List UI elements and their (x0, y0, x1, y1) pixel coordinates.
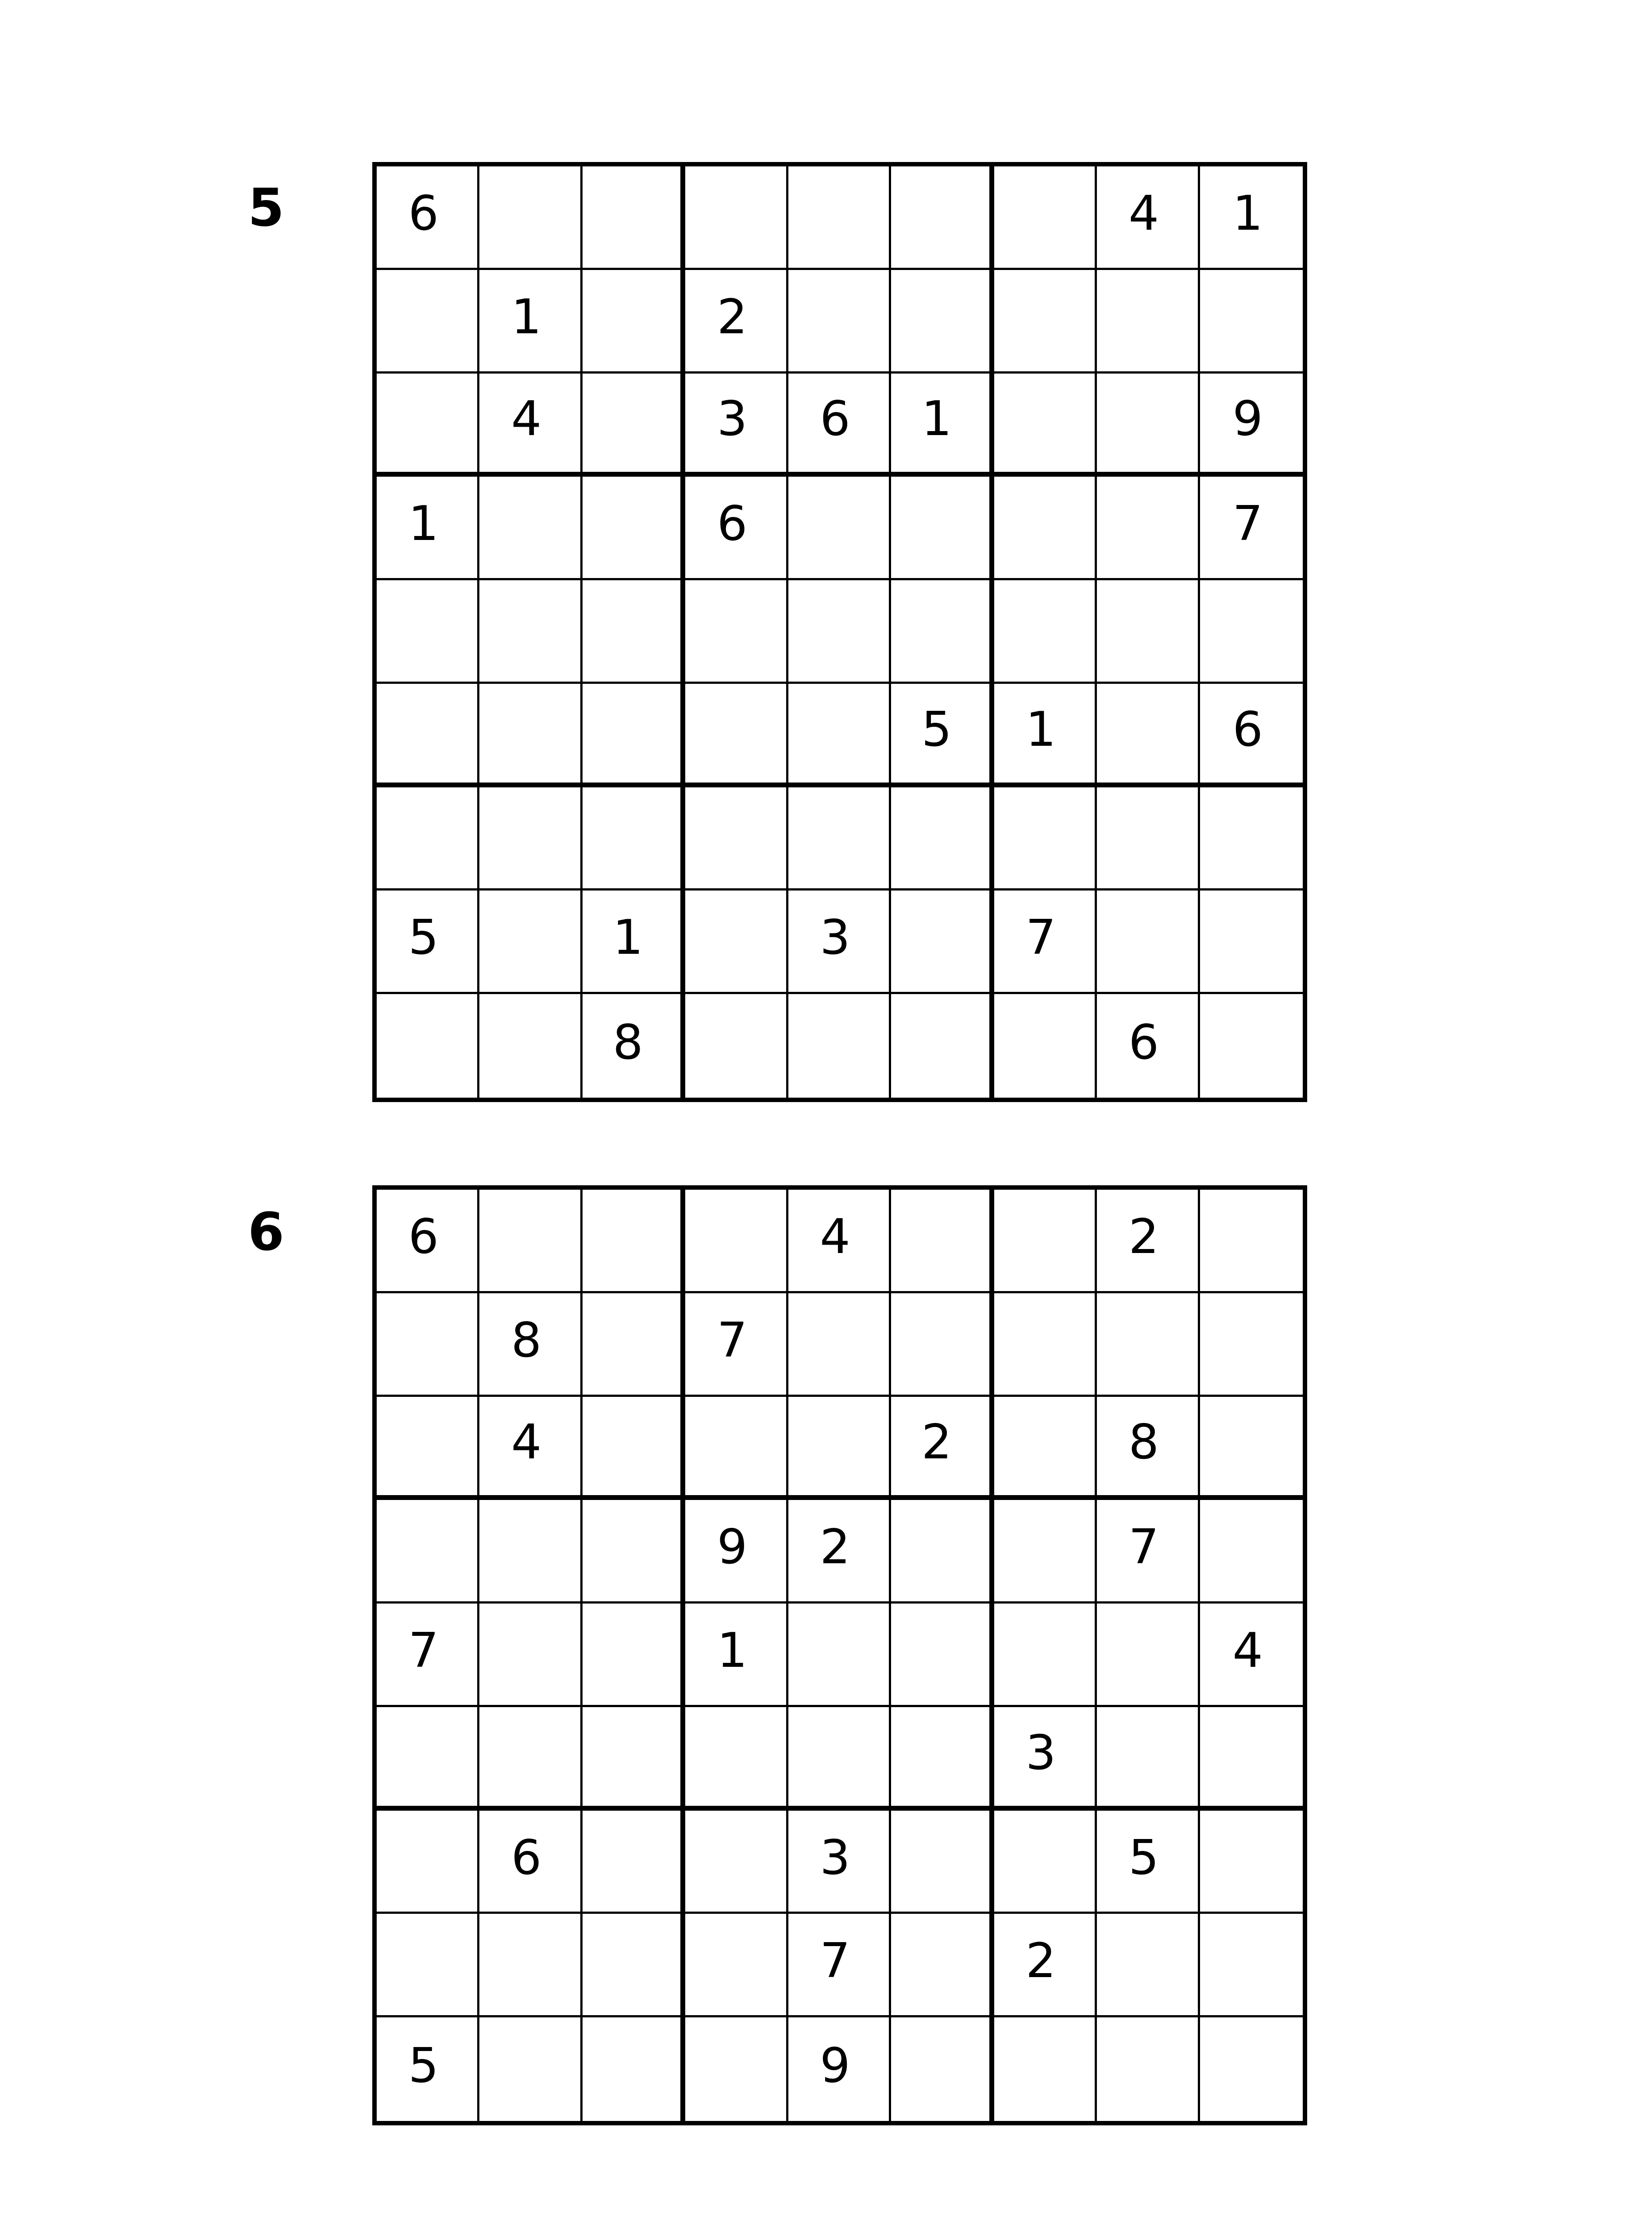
sudoku-cell[interactable] (994, 2017, 1097, 2121)
sudoku-cell[interactable] (891, 166, 994, 270)
sudoku-cell[interactable] (377, 1914, 479, 2017)
cell-digit: 4 (820, 1209, 850, 1265)
sudoku-grid-5 (372, 162, 1307, 1102)
sudoku-cell[interactable] (377, 994, 479, 1098)
sudoku-cell[interactable] (788, 477, 891, 580)
sudoku-cell[interactable] (685, 477, 788, 580)
sudoku-cell[interactable] (685, 1707, 788, 1811)
sudoku-cell[interactable] (1200, 891, 1303, 994)
cell-digit: 9 (1232, 391, 1263, 447)
sudoku-cell[interactable] (583, 1914, 685, 2017)
sudoku-cell[interactable] (891, 891, 994, 994)
cell-digit: 3 (820, 910, 850, 966)
cell-digit: 8 (613, 1014, 643, 1070)
sudoku-cell[interactable] (685, 1604, 788, 1707)
sudoku-cell[interactable] (685, 1397, 788, 1500)
sudoku-cell[interactable] (377, 1811, 479, 1914)
cell-digit: 4 (1128, 185, 1159, 241)
sudoku-cell[interactable] (891, 1397, 994, 1500)
sudoku-cell[interactable] (1097, 1293, 1200, 1397)
sudoku-cell[interactable] (1097, 2017, 1200, 2121)
sudoku-cell[interactable] (583, 1190, 685, 1293)
sudoku-cell[interactable] (1097, 166, 1200, 270)
sudoku-cell[interactable] (377, 580, 479, 684)
cell-digit: 6 (1128, 1014, 1159, 1070)
cell-digit: 1 (613, 910, 643, 966)
sudoku-cell[interactable] (479, 994, 582, 1098)
sudoku-cell[interactable] (1097, 1811, 1200, 1914)
sudoku-cell[interactable] (891, 1707, 994, 1811)
sudoku-cell[interactable] (1097, 994, 1200, 1098)
sudoku-cell[interactable] (788, 1604, 891, 1707)
sudoku-cell[interactable] (788, 891, 891, 994)
sudoku-cell[interactable] (377, 787, 479, 891)
sudoku-cell[interactable] (377, 684, 479, 787)
sudoku-cell[interactable] (1097, 1604, 1200, 1707)
sudoku-cell[interactable] (685, 1811, 788, 1914)
sudoku-cell[interactable] (583, 1811, 685, 1914)
sudoku-cell[interactable] (377, 374, 479, 477)
sudoku-cell[interactable] (994, 1914, 1097, 2017)
sudoku-cell[interactable] (1200, 994, 1303, 1098)
sudoku-cell[interactable] (583, 1500, 685, 1604)
sudoku-cell[interactable] (994, 1604, 1097, 1707)
sudoku-cell[interactable] (994, 994, 1097, 1098)
sudoku-cell[interactable] (685, 1190, 788, 1293)
sudoku-cell[interactable] (994, 580, 1097, 684)
sudoku-cell[interactable] (377, 2017, 479, 2121)
sudoku-cell[interactable] (479, 1914, 582, 2017)
cell-digit: 6 (820, 391, 850, 447)
sudoku-cell[interactable] (685, 270, 788, 374)
sudoku-cell[interactable] (685, 1914, 788, 2017)
sudoku-cell[interactable] (1200, 1604, 1303, 1707)
sudoku-cell[interactable] (479, 477, 582, 580)
sudoku-cell[interactable] (891, 374, 994, 477)
sudoku-cell[interactable] (891, 270, 994, 374)
sudoku-cell[interactable] (994, 166, 1097, 270)
sudoku-cell[interactable] (1097, 477, 1200, 580)
sudoku-cell[interactable] (994, 1397, 1097, 1500)
sudoku-cell[interactable] (1200, 1500, 1303, 1604)
sudoku-cell[interactable] (891, 1190, 994, 1293)
sudoku-cell[interactable] (583, 1707, 685, 1811)
sudoku-cell[interactable] (891, 477, 994, 580)
cell-digit: 4 (511, 1415, 542, 1470)
sudoku-cell[interactable] (583, 580, 685, 684)
sudoku-cell[interactable] (788, 270, 891, 374)
sudoku-cell[interactable] (1200, 684, 1303, 787)
sudoku-cell[interactable] (479, 1604, 582, 1707)
sudoku-cell[interactable] (583, 2017, 685, 2121)
sudoku-cell[interactable] (377, 1707, 479, 1811)
sudoku-cell[interactable] (1097, 787, 1200, 891)
sudoku-cell[interactable] (479, 684, 582, 787)
sudoku-cell[interactable] (788, 1707, 891, 1811)
sudoku-cell[interactable] (994, 270, 1097, 374)
sudoku-cell[interactable] (994, 374, 1097, 477)
cell-digit: 2 (717, 289, 748, 345)
sudoku-cell[interactable] (891, 1293, 994, 1397)
puzzle-number-5: 5 (248, 177, 285, 238)
sudoku-cell[interactable] (788, 1500, 891, 1604)
sudoku-cell[interactable] (788, 2017, 891, 2121)
sudoku-cell[interactable] (479, 270, 582, 374)
sudoku-cell[interactable] (583, 684, 685, 787)
sudoku-cell[interactable] (1097, 374, 1200, 477)
sudoku-cell[interactable] (788, 787, 891, 891)
sudoku-grid-6 (372, 1185, 1307, 2125)
sudoku-cell[interactable] (891, 580, 994, 684)
cell-digit: 1 (408, 496, 439, 552)
cell-digit: 2 (921, 1415, 952, 1470)
sudoku-cell[interactable] (1200, 787, 1303, 891)
sudoku-cell[interactable] (685, 684, 788, 787)
cell-digit: 4 (1232, 1623, 1263, 1678)
sudoku-cell[interactable] (685, 166, 788, 270)
sudoku-cell[interactable] (583, 477, 685, 580)
sudoku-cell[interactable] (479, 166, 582, 270)
cell-digit: 1 (1232, 185, 1263, 241)
cell-digit: 9 (717, 1519, 748, 1575)
sudoku-cell[interactable] (994, 1500, 1097, 1604)
cell-digit: 8 (1128, 1415, 1159, 1470)
sudoku-cell[interactable] (994, 787, 1097, 891)
sudoku-cell[interactable] (788, 684, 891, 787)
sudoku-cell[interactable] (377, 1293, 479, 1397)
sudoku-cell[interactable] (788, 166, 891, 270)
sudoku-cell[interactable] (788, 1914, 891, 2017)
cell-digit: 6 (717, 496, 748, 552)
cell-digit: 6 (408, 185, 439, 241)
cell-digit: 7 (820, 1933, 850, 1989)
sudoku-cell[interactable] (377, 1500, 479, 1604)
sudoku-cell[interactable] (1097, 1500, 1200, 1604)
cell-digit: 1 (717, 1623, 748, 1678)
sudoku-cell[interactable] (1200, 580, 1303, 684)
sudoku-cell[interactable] (891, 684, 994, 787)
sudoku-cell[interactable] (583, 891, 685, 994)
sudoku-cell[interactable] (994, 891, 1097, 994)
cell-digit: 1 (511, 289, 542, 345)
sudoku-cell[interactable] (583, 166, 685, 270)
sudoku-cell[interactable] (583, 1604, 685, 1707)
sudoku-cell[interactable] (479, 891, 582, 994)
sudoku-cell[interactable] (377, 1190, 479, 1293)
sudoku-cell[interactable] (377, 166, 479, 270)
sudoku-cell[interactable] (685, 374, 788, 477)
sudoku-cell[interactable] (377, 1604, 479, 1707)
cell-digit: 3 (820, 1830, 850, 1885)
cell-digit: 4 (511, 391, 542, 447)
sudoku-cell[interactable] (377, 891, 479, 994)
sudoku-cell[interactable] (994, 1811, 1097, 1914)
sudoku-cell[interactable] (994, 684, 1097, 787)
cell-digit: 2 (1026, 1933, 1056, 1989)
sudoku-cell[interactable] (788, 374, 891, 477)
sudoku-cell[interactable] (583, 1293, 685, 1397)
sudoku-cell[interactable] (377, 270, 479, 374)
sudoku-cell[interactable] (994, 1707, 1097, 1811)
sudoku-cell[interactable] (685, 1293, 788, 1397)
cell-digit: 1 (921, 391, 952, 447)
sudoku-cell[interactable] (1200, 270, 1303, 374)
sudoku-cell[interactable] (994, 477, 1097, 580)
cell-digit: 3 (717, 391, 748, 447)
cell-digit: 5 (921, 702, 952, 757)
sudoku-cell[interactable] (583, 787, 685, 891)
cell-digit: 7 (717, 1312, 748, 1368)
sudoku-cell[interactable] (479, 1707, 582, 1811)
sudoku-cell[interactable] (479, 1190, 582, 1293)
cell-digit: 7 (1026, 910, 1056, 966)
sudoku-cell[interactable] (685, 1500, 788, 1604)
cell-digit: 5 (408, 910, 439, 966)
sudoku-cell[interactable] (1097, 1190, 1200, 1293)
cell-digit: 2 (1128, 1209, 1159, 1265)
sudoku-cell[interactable] (479, 374, 582, 477)
sudoku-cell[interactable] (891, 1500, 994, 1604)
sudoku-cell[interactable] (1097, 684, 1200, 787)
sudoku-cell[interactable] (685, 580, 788, 684)
sudoku-cell[interactable] (1097, 270, 1200, 374)
sudoku-cell[interactable] (1200, 1707, 1303, 1811)
sudoku-cell[interactable] (788, 994, 891, 1098)
sudoku-cell[interactable] (377, 477, 479, 580)
sudoku-cell[interactable] (685, 891, 788, 994)
sudoku-cell[interactable] (1200, 1190, 1303, 1293)
sudoku-cell[interactable] (891, 1914, 994, 2017)
sudoku-cell[interactable] (891, 2017, 994, 2121)
sudoku-cell[interactable] (891, 1604, 994, 1707)
sudoku-cell[interactable] (685, 2017, 788, 2121)
sudoku-cell[interactable] (377, 1397, 479, 1500)
sudoku-cell[interactable] (1200, 1811, 1303, 1914)
cell-digit: 9 (820, 2038, 850, 2093)
cell-digit: 3 (1026, 1725, 1056, 1781)
sudoku-cell[interactable] (994, 1190, 1097, 1293)
cell-digit: 7 (1232, 496, 1263, 552)
sudoku-cell[interactable] (479, 1293, 582, 1397)
sudoku-cell[interactable] (1200, 1293, 1303, 1397)
cell-digit: 6 (1232, 702, 1263, 757)
sudoku-cell[interactable] (1097, 1707, 1200, 1811)
sudoku-cell[interactable] (1200, 374, 1303, 477)
cell-digit: 7 (408, 1623, 439, 1678)
sudoku-cell[interactable] (479, 787, 582, 891)
cell-digit: 1 (1026, 702, 1056, 757)
sudoku-cell[interactable] (1200, 1914, 1303, 2017)
sudoku-cell[interactable] (583, 270, 685, 374)
sudoku-cell[interactable] (479, 580, 582, 684)
sudoku-cell[interactable] (994, 1293, 1097, 1397)
sudoku-cell[interactable] (891, 1811, 994, 1914)
cell-digit: 7 (1128, 1519, 1159, 1575)
sudoku-cell[interactable] (788, 580, 891, 684)
cell-digit: 6 (408, 1209, 439, 1265)
sudoku-cell[interactable] (1097, 1397, 1200, 1500)
sudoku-cell[interactable] (1200, 477, 1303, 580)
sudoku-cell[interactable] (1200, 166, 1303, 270)
sudoku-cell[interactable] (479, 1500, 582, 1604)
sudoku-cell[interactable] (583, 994, 685, 1098)
sudoku-cell[interactable] (788, 1190, 891, 1293)
sudoku-cell[interactable] (479, 2017, 582, 2121)
sudoku-cell[interactable] (685, 787, 788, 891)
sudoku-cell[interactable] (479, 1397, 582, 1500)
sudoku-cell[interactable] (788, 1293, 891, 1397)
sudoku-cell[interactable] (1200, 1397, 1303, 1500)
cell-digit: 5 (408, 2038, 439, 2093)
sudoku-cell[interactable] (788, 1397, 891, 1500)
puzzle-number-6: 6 (248, 1201, 285, 1262)
sudoku-cell[interactable] (891, 787, 994, 891)
cell-digit: 6 (511, 1830, 542, 1885)
sudoku-cell[interactable] (583, 374, 685, 477)
sudoku-cell[interactable] (1200, 2017, 1303, 2121)
sudoku-cell[interactable] (1097, 580, 1200, 684)
sudoku-cell[interactable] (1097, 891, 1200, 994)
sudoku-cell[interactable] (583, 1397, 685, 1500)
sudoku-cell[interactable] (891, 994, 994, 1098)
cell-digit: 2 (820, 1519, 850, 1575)
sudoku-cell[interactable] (685, 994, 788, 1098)
sudoku-cell[interactable] (479, 1811, 582, 1914)
cell-digit: 5 (1128, 1830, 1159, 1885)
sudoku-cell[interactable] (788, 1811, 891, 1914)
cell-digit: 8 (511, 1312, 542, 1368)
sudoku-cell[interactable] (1097, 1914, 1200, 2017)
